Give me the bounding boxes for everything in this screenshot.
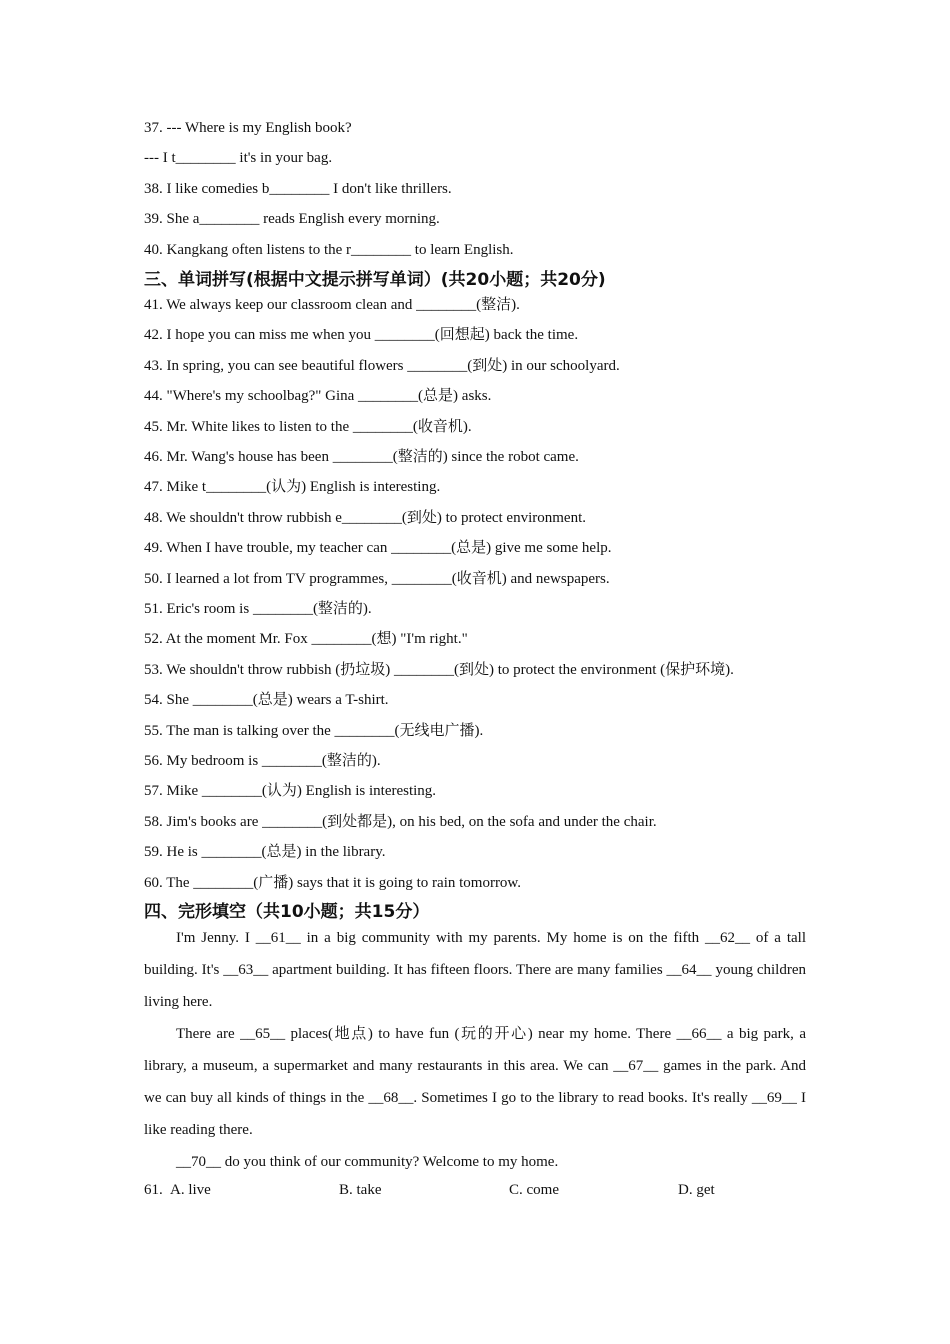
cloze-passage [144, 922, 806, 1178]
question-55: 55. The man is talking over the ________(无线电广播). [144, 723, 484, 739]
question-38: 38. I like comedies b________ I don't like thrillers. [144, 181, 452, 197]
cloze-paragraph-3: __70__ do you think of our community? Welcome to my home. [176, 1154, 559, 1170]
question-52: 52. At the moment Mr. Fox ________(想) "I'm right." [144, 631, 468, 647]
section-3-title: 三、单词拼写(根据中文提示拼写单词）(共20小题；共20分) [144, 270, 606, 290]
question-50: 50. I learned a lot from TV programmes, ________(收音机) and newspapers. [144, 571, 610, 587]
question-60: 60. The ________(广播) says that it is going to rain tomorrow. [144, 875, 522, 891]
section-4-title: 四、完形填空（共10小题；共15分） [144, 902, 430, 922]
question-59: 59. He is ________(总是) in the library. [144, 844, 386, 860]
question-54: 54. She ________(总是) wears a T-shirt. [144, 692, 389, 708]
question-58: 58. Jim's books are ________(到处都是), on his bed, on the sofa and under the chair. [144, 814, 657, 830]
question-45: 45. Mr. White likes to listen to the ________(收音机). [144, 419, 472, 435]
question-47: 47. Mike t________(认为) English is interesting. [144, 479, 441, 495]
question-61-option-b: B. take [339, 1182, 382, 1198]
question-46: 46. Mr. Wang's house has been ________(整洁的) since the robot came. [144, 449, 579, 465]
question-37-line1: 37. --- Where is my English book? [144, 120, 352, 136]
cloze-paragraph-2: There are __65__ places(地点) to have fun (玩的开心) near my home. There __66__ a big park, a library, a museum, a supermarket and many restaurants in this area. We can __67__ games in the park. And we can buy all kinds of things in the __68__. Sometimes I go to the library to read books. It's really __69__ I like reading there. [144, 1026, 806, 1138]
question-40: 40. Kangkang often listens to the r________ to learn English. [144, 242, 514, 258]
question-42: 42. I hope you can miss me when you ________(回想起) back the time. [144, 327, 579, 343]
question-41: 41. We always keep our classroom clean and ________(整洁). [144, 297, 520, 313]
cloze-paragraph-1: I'm Jenny. I __61__ in a big community with my parents. My home is on the fifth __62__ of a tall building. It's __63__ apartment building. It has fifteen floors. There are many families __64__ young children living here. [144, 930, 806, 1010]
question-56: 56. My bedroom is ________(整洁的). [144, 753, 381, 769]
question-44: 44. "Where's my schoolbag?" Gina ________(总是) asks. [144, 388, 492, 404]
question-61-option-a: A. live [170, 1182, 211, 1198]
question-57: 57. Mike ________(认为) English is interesting. [144, 783, 437, 799]
question-51: 51. Eric's room is ________(整洁的). [144, 601, 372, 617]
question-39: 39. She a________ reads English every morning. [144, 211, 440, 227]
question-48: 48. We shouldn't throw rubbish e________(到处) to protect environment. [144, 510, 586, 526]
question-61-number: 61. [144, 1182, 163, 1198]
question-49: 49. When I have trouble, my teacher can ________(总是) give me some help. [144, 540, 612, 556]
question-53: 53. We shouldn't throw rubbish (扔垃圾) ________(到处) to protect the environment (保护环境). [144, 662, 734, 678]
question-43: 43. In spring, you can see beautiful flowers ________(到处) in our schoolyard. [144, 358, 620, 374]
question-61-option-c: C. come [509, 1182, 559, 1198]
question-61-option-d: D. get [678, 1182, 715, 1198]
question-37-line2: --- I t________ it's in your bag. [144, 150, 333, 166]
